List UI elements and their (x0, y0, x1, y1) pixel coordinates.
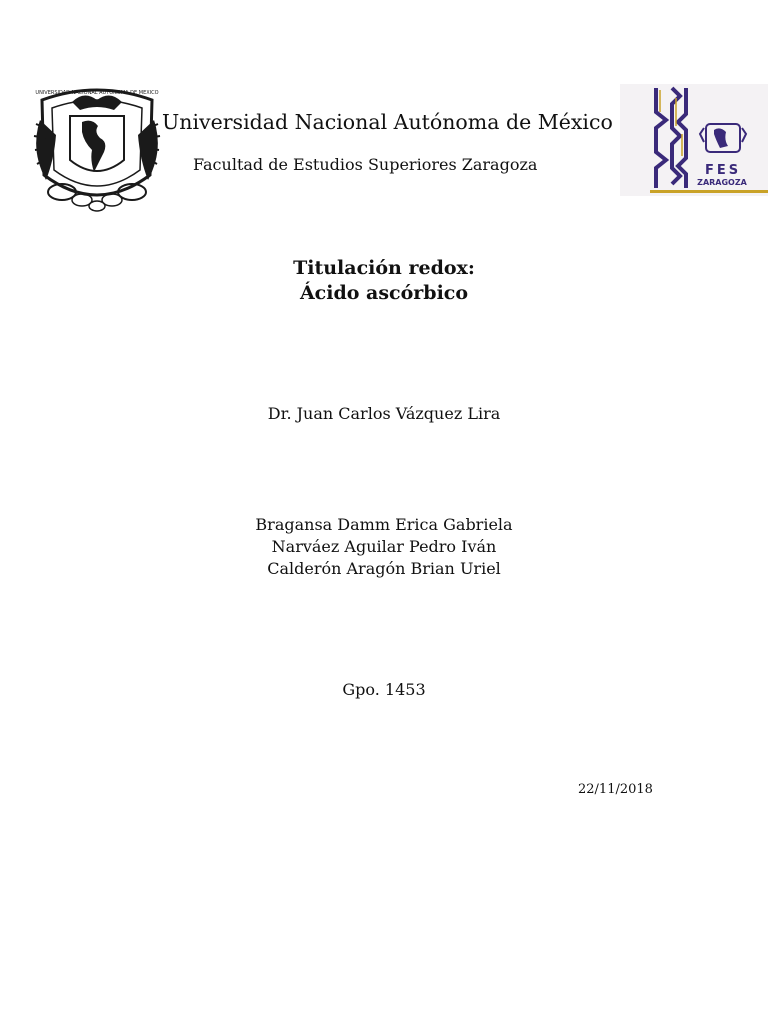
fes-zaragoza-logo (620, 84, 768, 196)
faculty-name: Facultad de Estudios Superiores Zaragoza (193, 155, 538, 174)
svg-text:UNIVERSIDAD NACIONAL AUTONOMA: UNIVERSIDAD NACIONAL AUTONOMA DE MEXICO (35, 90, 159, 96)
title-line-1: Titulación redox: (293, 257, 475, 279)
zaragoza-logo-text: ZARAGOZA (697, 178, 747, 187)
students-list (0, 514, 768, 580)
student-name: Calderón Aragón Brian Uriel (267, 559, 501, 578)
university-name: Universidad Nacional Autónoma de México (162, 110, 613, 134)
advisor-name: Dr. Juan Carlos Vázquez Lira (267, 404, 501, 423)
student-name: Narváez Aguilar Pedro Iván (271, 537, 497, 556)
unam-logo (32, 80, 162, 215)
document-date: 22/11/2018 (578, 782, 653, 797)
student-name: Bragansa Damm Erica Gabriela (255, 515, 513, 534)
title-line-2: Ácido ascórbico (299, 282, 469, 304)
fes-logo-text: FES (704, 163, 742, 178)
document-title (0, 256, 768, 306)
group-number: Gpo. 1453 (342, 680, 426, 699)
